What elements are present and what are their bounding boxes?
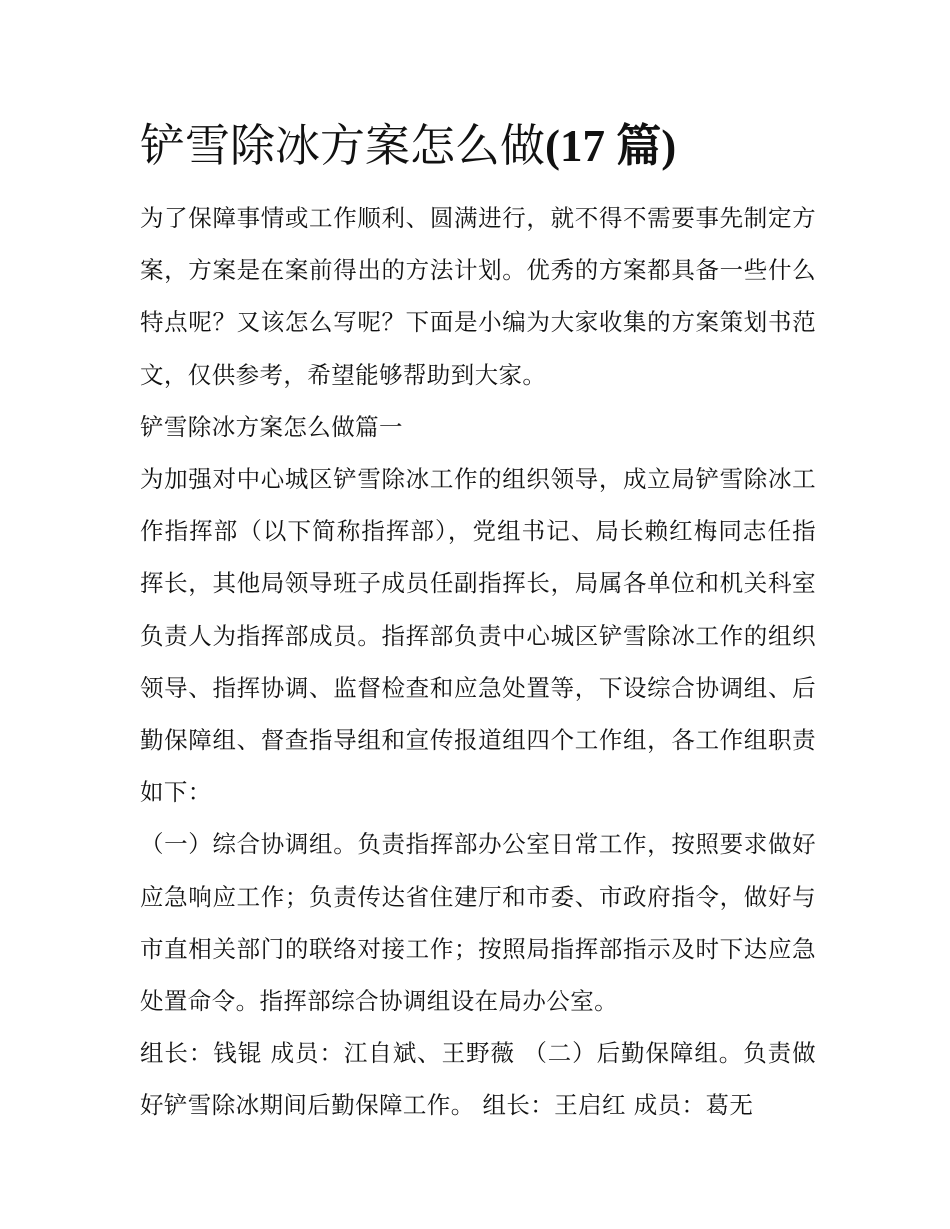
document-title-text: 铲雪除冰方案怎么做 [140, 119, 546, 172]
body-paragraph-1: 为加强对中心城区铲雪除冰工作的组织领导，成立局铲雪除冰工作指挥部（以下简称指挥部），党组书记、局长赖红梅同志任指挥长，其他局领导班子成员任副指挥长，局属各单位和机关科室负责人为指挥部成员。指挥部负责中心城区铲雪除冰工作的组织领导、指挥协调、监督检查和应急处置等，下设综合协调组、后勤保障组、督查指导组和宣传报道组四个工作组，各工作组职责如下： [140, 465, 816, 807]
body-paragraph-2: （一）综合协调组。负责指挥部办公室日常工作，按照要求做好应急响应工作；负责传达省住建厅和市委、市政府指令，做好与市直相关部门的联络对接工作；按照局指挥部指示及时下达应急处置命令。指挥部综合协调组设在局办公室。 [140, 830, 816, 1016]
intro-paragraph: 为了保障事情或工作顺利、圆满进行，就不得不需要事先制定方案，方案是在案前得出的方法计划。优秀的方案都具备一些什么特点呢？又该怎么写呢？下面是小编为大家收集的方案策划书范文，仅供参考，希望能够帮助到大家。 [140, 204, 816, 389]
document-body [140, 112, 816, 1132]
document-title [140, 112, 816, 180]
section-heading: 铲雪除冰方案怎么做篇一 [140, 412, 403, 441]
body-paragraph-3: 组长：钱锟 成员：江自斌、王野薇 （二）后勤保障组。负责做好铲雪除冰期间后勤保障工作。 组长：王启红 成员：葛无 [140, 1039, 816, 1120]
document-title-suffix: (17 篇) [545, 121, 677, 171]
